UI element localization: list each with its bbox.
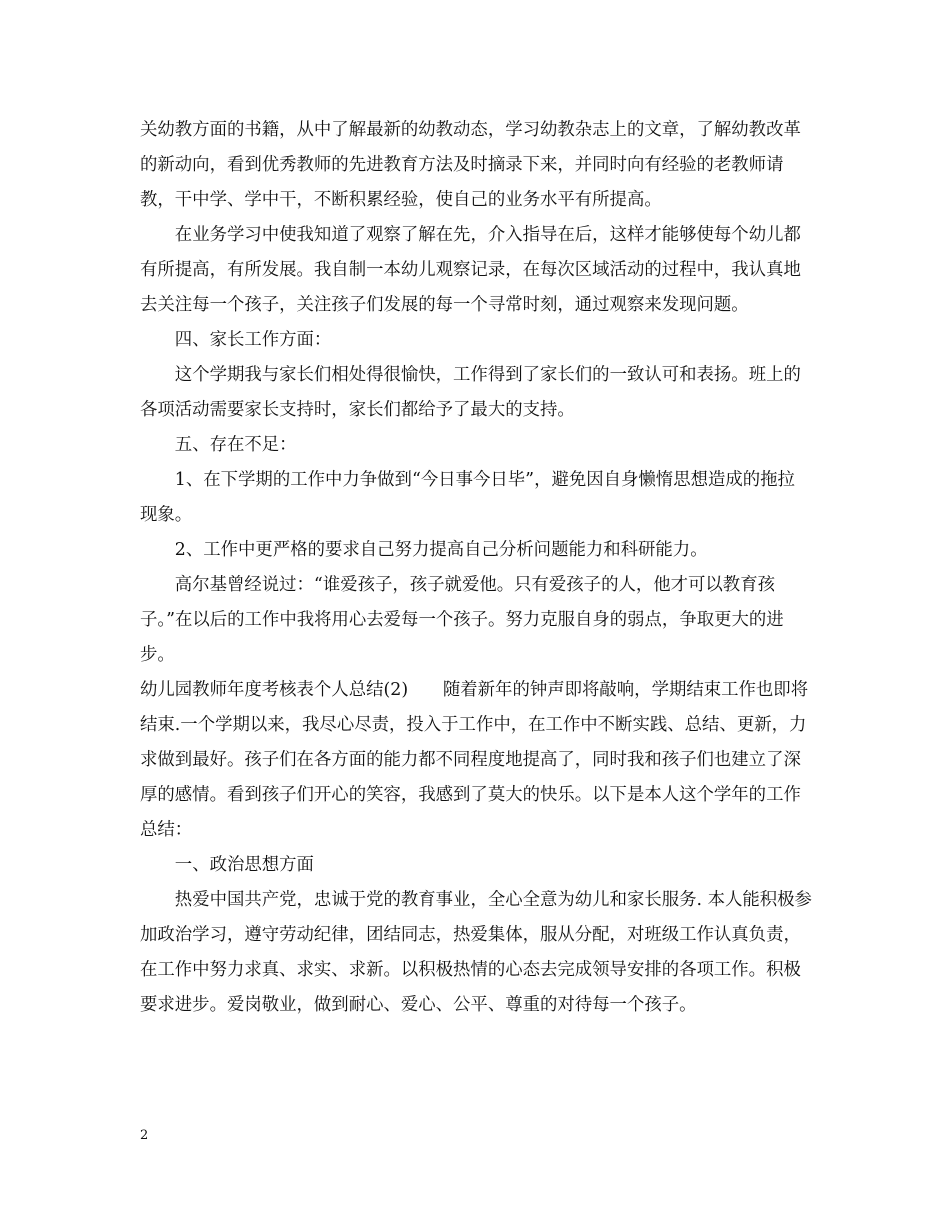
paragraph-summary-2: 幼儿园教师年度考核表个人总结(2) 随着新年的钟声即将敲响，学期结束工作也即将结束.一个学期以来，我尽心尽责，投入于工作中，在工作中不断实践、总结、更新，力求做到最好。孩子们在各方面的能力都不同程度地提高了，同时我和孩子们也建立了深厚的感情。看到孩子们开心的笑容，我感到了莫大的快乐。以下是本人这个学年的工作总结： <box>140 680 809 840</box>
paragraph-quote: 高尔基曾经说过：“谁爱孩子，孩子就爱他。只有爱孩子的人，他才可以教育孩子。”在以后的工作中我将用心去爱每一个孩子。努力克服自身的弱点，争取更大的进步。 <box>140 575 784 665</box>
page-number: 2 <box>140 1128 149 1143</box>
section-heading-politics: 一、政治思想方面 <box>174 855 314 875</box>
paragraph-3: 这个学期我与家长们相处得很愉快，工作得到了家长们的一致认可和表扬。班上的各项活动需要家长支持时，家长们都给予了最大的支持。 <box>140 365 801 420</box>
list-item-2: 2、工作中更严格的要求自己努力提高自己分析问题能力和科研能力。 <box>174 540 708 560</box>
body-text <box>140 113 812 1023</box>
section-heading-shortcomings: 五、存在不足： <box>174 435 297 455</box>
paragraph-1: 关幼教方面的书籍，从中了解最新的幼教动态，学习幼教杂志上的文章，了解幼教改革的新动向，看到优秀教师的先进教育方法及时摘录下来，并同时向有经验的老教师请教，干中学、学中干，不断积累经验，使自己的业务水平有所提高。 <box>140 120 801 210</box>
paragraph-2: 在业务学习中使我知道了观察了解在先，介入指导在后，这样才能够使每个幼儿都有所提高，有所发展。我自制一本幼儿观察记录，在每次区域活动的过程中，我认真地去关注每一个孩子，关注孩子们发展的每一个寻常时刻，通过观察来发现问题。 <box>140 225 801 315</box>
list-item-1: 1、在下学期的工作中力争做到“今日事今日毕”，避免因自身懒惰思想造成的拖拉现象。 <box>140 470 795 525</box>
paragraph-politics: 热爱中国共产党，忠诚于党的教育事业，全心全意为幼儿和家长服务. 本人能积极参加政治学习，遵守劳动纪律，团结同志，热爱集体，服从分配，对班级工作认真负责，在工作中努力求真、求实、求新。以积极热情的心态去完成领导安排的各项工作。积极要求进步。爱岗敬业，做到耐心、爱心、公平、尊重的对待每一个孩子。 <box>140 890 812 1015</box>
section-heading-parents: 四、家长工作方面： <box>174 330 332 350</box>
